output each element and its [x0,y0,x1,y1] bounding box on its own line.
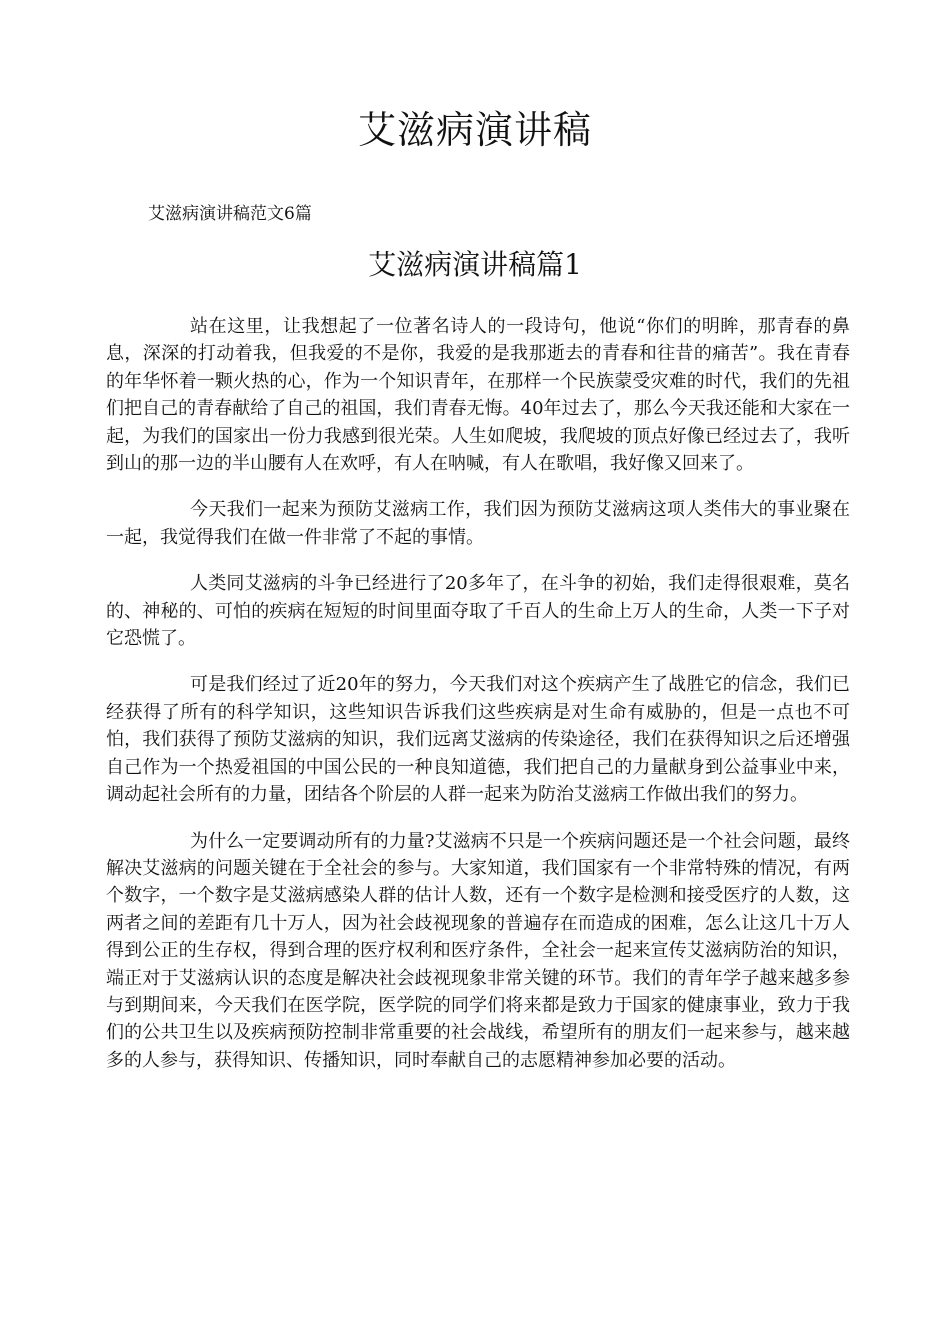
paragraph-1: 站在这里，让我想起了一位著名诗人的一段诗句，他说“你们的明眸，那青春的鼻息，深深的打动着我，但我爱的不是你，我爱的是我那逝去的青春和往昔的痛苦”。我在青春的年华怀着一颗火热的心，作为一个知识青年，在那样一个民族蒙受灾难的时代，我们的先祖们把自己的青春献给了自己的祖国，我们青春无悔。40年过去了，那么今天我还能和大家在一起，为我们的国家出一份力我感到很光荣。人生如爬坡，我爬坡的顶点好像已经过去了，我听到山的那一边的半山腰有人在欢呼，有人在呐喊，有人在歌唱，我好像又回来了。 [106,316,850,475]
paragraph-4: 可是我们经过了近20年的努力，今天我们对这个疾病产生了战胜它的信念，我们已经获得了所有的科学知识，这些知识告诉我们这些疾病是对生命有威胁的，但是一点也不可怕，我们获得了预防艾滋病的知识，我们远离艾滋病的传染途径，我们在获得知识之后还增强自己作为一个热爱祖国的中国公民的一种良知道德，我们把自己的力量献身到公益事业中来，调动起社会所有的力量，团结各个阶层的人群一起来为防治艾滋病工作做出我们的努力。 [106,674,850,806]
document-title: 艾滋病演讲稿 [357,108,592,152]
document-body [106,313,850,1093]
section-heading: 艾滋病演讲稿篇1 [368,248,582,281]
document-subtitle: 艾滋病演讲稿范文6篇 [148,204,312,224]
paragraph-3: 人类同艾滋病的斗争已经进行了20多年了，在斗争的初始，我们走得很艰难，莫名的、神秘的、可怕的疾病在短短的时间里面夺取了千百人的生命上万人的生命，人类一下子对它恐慌了。 [106,573,850,650]
paragraph-5: 为什么一定要调动所有的力量?艾滋病不只是一个疾病问题还是一个社会问题，最终解决艾滋病的问题关键在于全社会的参与。大家知道，我们国家有一个非常特殊的情况，有两个数字，一个数字是艾滋病感染人群的估计人数，还有一个数字是检测和接受医疗的人数，这两者之间的差距有几十万人，因为社会歧视现象的普遍存在而造成的困难，怎么让这几十万人得到公正的生存权，得到合理的医疗权利和医疗条件，全社会一起来宣传艾滋病防治的知识，端正对于艾滋病认识的态度是解决社会歧视现象非常关键的环节。我们的青年学子越来越多参与到期间来，今天我们在医学院，医学院的同学们将来都是致力于国家的健康事业，致力于我们的公共卫生以及疾病预防控制非常重要的社会战线，希望所有的朋友们一起来参与，越来越多的人参与，获得知识、传播知识，同时奉献自己的志愿精神参加必要的活动。 [106,830,850,1071]
paragraph-2: 今天我们一起来为预防艾滋病工作，我们因为预防艾滋病这项人类伟大的事业聚在一起，我觉得我们在做一件非常了不起的事情。 [106,499,850,548]
